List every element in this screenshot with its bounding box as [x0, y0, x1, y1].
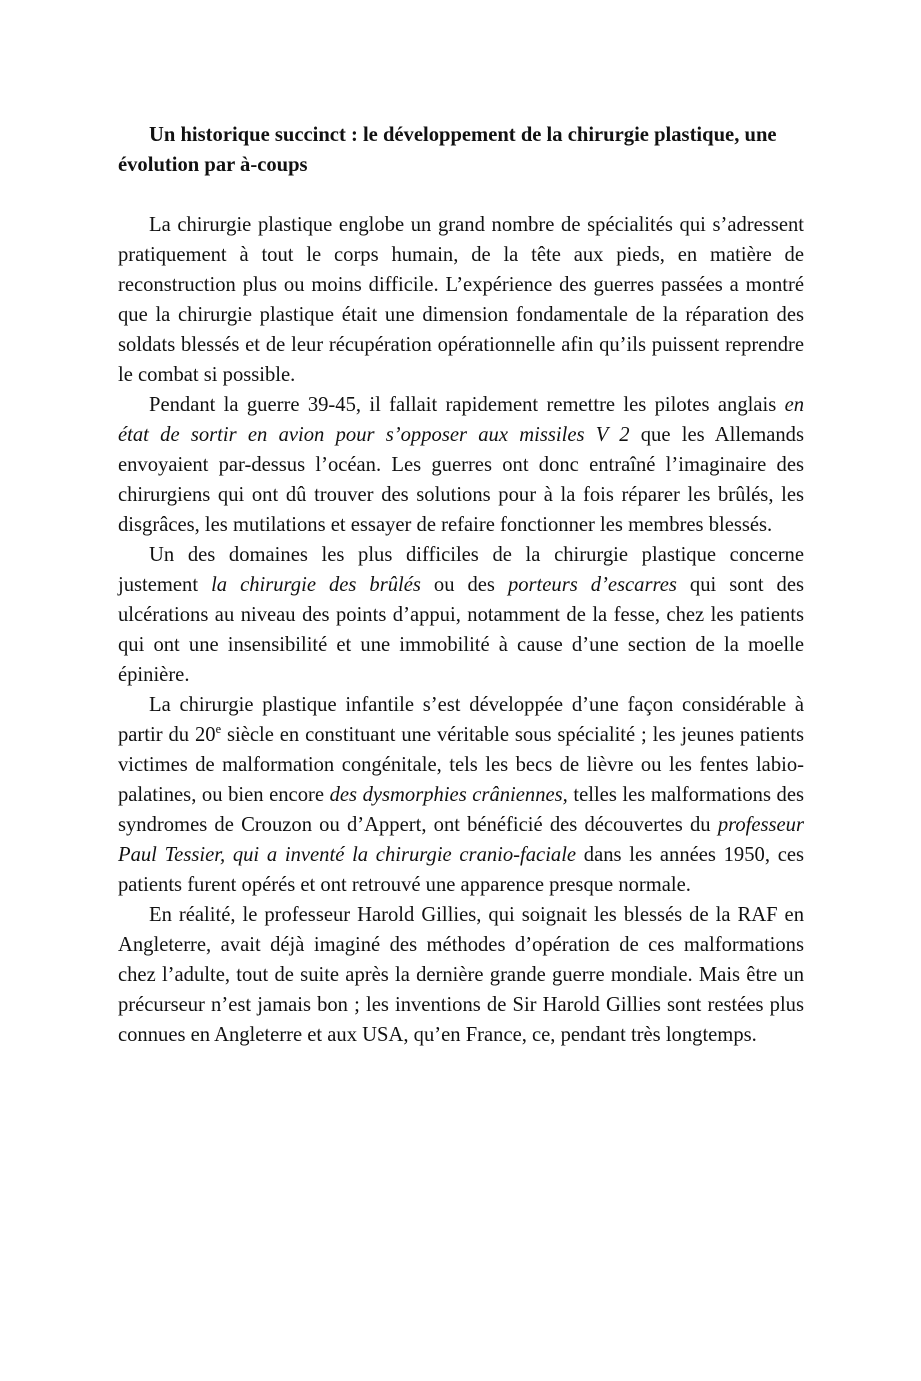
section-heading: Un historique succinct : le développement de la chirurgie plastique, une évolution par à-coups — [118, 124, 777, 176]
text-run: qui sont des ulcérations au niveau des points d’appui, notamment de la fesse, chez les patients qui ont une insensibilité et une immobilité à cause d’une section de la moelle épinière. — [118, 574, 804, 686]
paragraph — [118, 210, 804, 390]
text-run: siècle en constituant une véritable sous spécialité ; les jeunes patients victimes de malformation congénitale, tels les becs de lièvre ou les fentes labio-palatines, ou bien encore — [118, 724, 804, 806]
text-run: En réalité, le professeur Harold Gillies, qui soignait les blessés de la RAF en Angleterre, avait déjà imaginé des méthodes d’opération de ces malformations chez l’adulte, tout de suite après la dernière grande guerre mondiale. Mais être un précurseur n’est jamais bon ; les inventions de Sir Harold Gillies sont restées plus connues en Angleterre et aux USA, qu’en France, ce, pendant très longtemps. — [118, 904, 804, 1046]
text-run: Pendant la guerre 39-45, il fallait rapidement remettre les pilotes anglais — [149, 394, 785, 416]
document-page — [118, 120, 804, 1050]
superscript: e — [215, 721, 222, 736]
italic-text-run: la chirurgie des brûlés — [211, 574, 421, 596]
paragraph — [118, 900, 804, 1050]
paragraph — [118, 690, 804, 900]
italic-text-run: porteurs d’escarres — [507, 574, 677, 596]
text-run: que les Allemands envoyaient par-dessus l’océan. Les guerres ont donc entraîné l’imaginaire des chirurgiens qui ont dû trouver des solutions pour à la fois réparer les brûlés, les disgrâces, les mutilations et essayer de refaire fonctionner les membres blessés. — [118, 424, 804, 536]
italic-text-run: professeur Paul Tessier, qui a inventé la chirurgie cranio-faciale — [118, 814, 804, 866]
body-text — [118, 210, 804, 1050]
text-run: La chirurgie plastique infantile s’est développée d’une façon considérable à partir du 20 — [118, 694, 804, 746]
text-run: Un des domaines les plus difficiles de la chirurgie plastique concerne justement — [118, 544, 804, 596]
text-run: ou des — [420, 574, 508, 596]
italic-text-run: en état de sortir en avion pour s’opposer aux missiles V 2 — [118, 394, 804, 446]
text-run: La chirurgie plastique englobe un grand nombre de spécialités qui s’adressent pratiquement à tout le corps humain, de la tête aux pieds, en matière de reconstruction plus ou moins difficile. L’expérience des guerres passées a montré que la chirurgie plastique était une dimension fondamentale de la réparation des soldats blessés et de leur récupération opérationnelle afin qu’ils puissent reprendre le combat si possible. — [118, 214, 804, 386]
text-run: telles les malformations des syndromes de Crouzon ou d’Appert, ont bénéficié des découvertes du — [118, 784, 804, 836]
paragraph — [118, 540, 804, 690]
italic-text-run: des dysmorphies crâniennes, — [329, 784, 568, 806]
paragraph — [118, 390, 804, 540]
text-run: dans les années 1950, ces patients furent opérés et ont retrouvé une apparence presque normale. — [118, 844, 804, 896]
